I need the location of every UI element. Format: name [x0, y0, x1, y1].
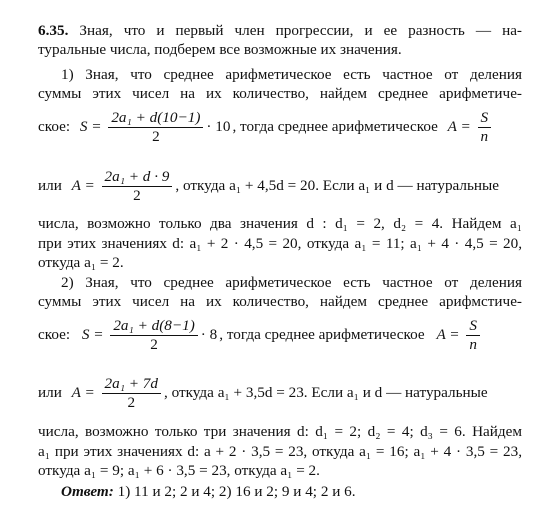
case1-s-mid: , тогда среднее арифметическое — [232, 117, 438, 135]
case1-a-denominator: n — [480, 128, 489, 145]
case1-a-lhs: A = — [447, 117, 471, 135]
case2-a-numerator: S — [469, 317, 477, 334]
problem-intro-line-2: туральные числа, подберем все возможные их значения. — [38, 41, 402, 58]
case2-s-numerator: 2a₁ + d(8−1) — [113, 317, 195, 334]
case1-line-1: 1) Зная, что среднее арифметическое есть частное от деления — [61, 66, 522, 83]
problem-number: 6.35. — [38, 22, 69, 39]
case1-s-lhs: S = — [79, 117, 102, 135]
case1-a2-denominator: 2 — [133, 187, 141, 204]
case1-s-tail: · 10 — [206, 117, 231, 135]
case1-a-fraction — [478, 109, 492, 146]
answer-text: 1) 11 и 2; 2 и 4; 2) 16 и 2; 9 и 4; 2 и 6. — [117, 483, 356, 500]
case1-formula-a2 — [38, 168, 499, 205]
case2-a2-fraction — [102, 375, 162, 412]
case2-a-lhs: A = — [436, 325, 460, 343]
case2-line-7: откуда a₁ = 9; a₁ + 6 · 3,5 = 23, откуда a₁ = 2. — [38, 462, 320, 479]
case1-a2-tail: , откуда a₁ + 4,5d = 20. Если a₁ и d — натуральные — [175, 176, 499, 194]
case1-line-7: откуда a₁ = 2. — [38, 254, 124, 271]
problem-intro-line-1 — [38, 22, 522, 40]
case1-s-prefix: ское: — [38, 117, 71, 135]
case2-a-denominator: n — [469, 336, 477, 353]
case1-a2-numerator: 2a₁ + d · 9 — [104, 168, 170, 185]
case2-a-fraction — [466, 317, 480, 354]
case2-formula-s — [38, 317, 483, 354]
case1-a2-prefix: или — [38, 176, 62, 194]
case2-a2-denominator: 2 — [127, 394, 136, 411]
answer-line — [61, 483, 356, 501]
case2-formula-a2 — [38, 375, 488, 412]
case2-s-fraction — [110, 317, 197, 354]
case2-s-lhs: S = — [81, 325, 104, 343]
case1-line-2: суммы этих чисел на их количество, найдем среднее арифметиче- — [38, 85, 522, 102]
case2-line-6: a₁ при этих значениях d: a + 2 · 3,5 = 23, откуда a₁ = 16; a₁ + 4 · 3,5 = 23, — [38, 443, 522, 460]
case1-s-denominator: 2 — [152, 128, 160, 145]
problem-intro-text-1: Зная, что и первый член прогрессии, и ее разность — на- — [79, 22, 522, 39]
case2-line-2: суммы этих чисел на их количество, найдем среднее арифмстиче- — [38, 293, 522, 310]
case2-a2-numerator: 2a₁ + 7d — [104, 375, 158, 392]
case2-line-1: 2) Зная, что среднее арифметическое есть частное от деления — [61, 274, 522, 291]
case2-s-tail: · 8 — [200, 325, 218, 343]
case1-s-numerator: 2a₁ + d(10−1) — [111, 109, 201, 126]
case2-s-mid: , тогда среднее арифметическое — [219, 325, 425, 343]
case2-a2-prefix: или — [38, 383, 62, 401]
case2-s-prefix: ское: — [38, 325, 71, 343]
case2-line-5: числа, возможно только три значения d: d₁ = 2; d₂ = 4; d₃ = 6. Найдем — [38, 423, 522, 440]
case2-a2-tail: , откуда a₁ + 3,5d = 23. Если a₁ и d — натуральные — [164, 383, 488, 401]
case1-formula-s — [38, 109, 494, 146]
case1-a2-lhs: A = — [71, 176, 95, 194]
case1-line-5: числа, возможно только два значения d : d₁ = 2, d₂ = 4. Найдем a₁ — [38, 215, 522, 232]
case2-a2-lhs: A = — [71, 383, 95, 401]
case1-s-fraction — [108, 109, 203, 146]
answer-label: Ответ: — [61, 483, 114, 500]
case1-line-6: при этих значениях d: a₁ + 2 · 4,5 = 20, откуда a₁ = 11; a₁ + 4 · 4,5 = 20, — [38, 235, 522, 252]
case1-a2-fraction — [102, 168, 173, 205]
case2-s-denominator: 2 — [150, 336, 158, 353]
case1-a-numerator: S — [480, 109, 489, 126]
